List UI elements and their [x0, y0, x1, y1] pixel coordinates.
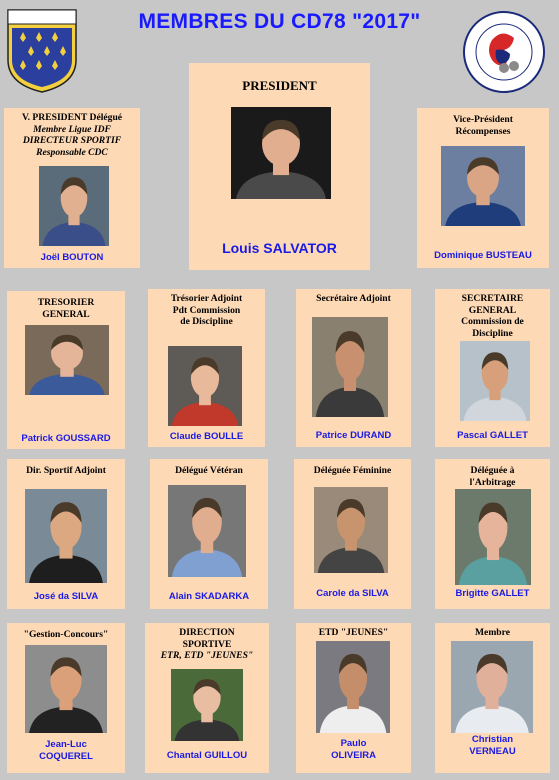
member-name-line: Joël BOUTON: [40, 252, 104, 263]
role-title: [296, 293, 411, 305]
role-title: [7, 297, 125, 320]
role-line: "Gestion-Concours": [23, 629, 109, 640]
portrait-photo: [25, 645, 107, 733]
member-name-line: Brigitte GALLET: [455, 588, 530, 599]
member-name: [417, 250, 549, 262]
ffpjp-federation-logo: [462, 10, 546, 94]
portrait-photo: [460, 341, 530, 421]
role-line: de Discipline: [180, 316, 233, 327]
member-name-line: Patrick GOUSSARD: [21, 433, 111, 444]
portrait-photo: [168, 346, 242, 426]
role-title: [7, 465, 125, 477]
portrait-photo: [168, 485, 246, 577]
member-name: [296, 430, 411, 442]
member-card: [7, 291, 125, 449]
member-name-line: José da SILVA: [33, 591, 99, 602]
member-name-line: Chantal GUILLOU: [166, 750, 248, 761]
role-title: [294, 465, 411, 477]
member-name: [294, 588, 411, 600]
member-card: [296, 289, 411, 447]
role-line: GENERAL: [42, 308, 90, 320]
role-title: [7, 629, 125, 641]
member-card: [435, 459, 550, 609]
member-name-line: Christian: [471, 734, 514, 745]
role-title: [150, 465, 268, 477]
role-line: Responsable CDC: [36, 146, 108, 158]
role-title: [145, 627, 269, 662]
member-name: [435, 430, 550, 442]
member-card: [417, 108, 549, 268]
role-line: Déléguée à: [470, 465, 515, 476]
role-title: [296, 627, 411, 639]
role-line: GENERAL: [468, 304, 517, 316]
role-line: Secrétaire Adjoint: [316, 293, 391, 304]
member-name-line: Claude BOULLE: [169, 431, 244, 442]
member-name-line: VERNEAU: [469, 745, 516, 757]
member-name: [7, 433, 125, 445]
member-name-line: Carole da SILVA: [316, 588, 389, 599]
role-line: Délégué Vétéran: [175, 465, 243, 476]
president-card: [189, 63, 370, 270]
portrait-photo: [25, 325, 109, 395]
role-title: PRESIDENT: [242, 78, 317, 93]
role-line: Vice-Président: [453, 114, 513, 125]
portrait-photo: [451, 641, 533, 733]
ffpjp-yvelines-logo: [6, 8, 78, 94]
role-title: [417, 114, 549, 137]
member-card: [7, 459, 125, 609]
role-line: Déléguée Féminine: [313, 465, 392, 476]
member-name-line: OLIVEIRA: [331, 749, 376, 761]
portrait-photo: [455, 489, 531, 585]
member-name: Louis SALVATOR: [222, 240, 337, 256]
portrait-photo: [312, 317, 388, 417]
member-name-line: Alain SKADARKA: [168, 591, 250, 602]
portrait-photo: [231, 107, 331, 199]
role-line: SPORTIVE: [182, 638, 232, 650]
role-line: Dir. Sportif Adjoint: [26, 465, 106, 476]
role-line: Commission de: [461, 316, 524, 327]
member-name-line: Dominique BUSTEAU: [434, 250, 532, 261]
member-name-line: Patrice DURAND: [315, 430, 392, 441]
role-line: Membre: [475, 627, 510, 638]
member-card: [7, 623, 125, 773]
role-line: SECRETAIRE: [461, 293, 524, 304]
role-title: [435, 627, 550, 639]
role-title: [435, 465, 550, 488]
portrait-photo: [314, 487, 388, 573]
role-title: [148, 293, 265, 328]
role-line: ETR, ETD "JEUNES": [160, 650, 254, 661]
member-card: [4, 108, 140, 268]
role-line: Membre Ligue IDF: [33, 123, 111, 135]
portrait-photo: [316, 641, 390, 733]
member-card: [148, 289, 265, 447]
portrait-photo: [39, 166, 109, 246]
member-card: [435, 289, 550, 447]
member-name: [7, 591, 125, 603]
role-line: Trésorier Adjoint: [170, 293, 243, 304]
member-card: [435, 623, 550, 773]
page-title: MEMBRES DU CD78 "2017": [138, 10, 421, 33]
role-line: Pdt Commission: [172, 304, 241, 316]
role-line: V. PRESIDENT Délégué: [21, 112, 123, 123]
member-card: [150, 459, 268, 609]
role-line: l'Arbitrage: [469, 476, 516, 488]
member-name: [435, 588, 550, 600]
role-line: ETD "JEUNES": [318, 627, 389, 638]
member-name-line: COQUEREL: [39, 750, 93, 762]
role-line: Récompenses: [455, 125, 511, 137]
member-name: [435, 734, 550, 757]
role-line: Discipline: [472, 327, 513, 339]
member-name: [296, 738, 411, 761]
portrait-photo: [171, 669, 243, 741]
member-name: [7, 739, 125, 762]
role-title: [4, 112, 140, 158]
member-name: [150, 591, 268, 603]
portrait-photo: [25, 489, 107, 583]
member-card: [296, 623, 411, 773]
member-name-line: Jean-Luc: [45, 739, 87, 750]
member-card: [145, 623, 269, 773]
member-name-line: Pascal GALLET: [457, 430, 528, 441]
role-line: DIRECTION: [179, 627, 235, 638]
role-title: [435, 293, 550, 339]
member-card: [294, 459, 411, 609]
member-name: [148, 431, 265, 443]
member-name: [4, 252, 140, 264]
member-name: [145, 750, 269, 762]
role-line: DIRECTEUR SPORTIF: [22, 135, 122, 146]
role-line: TRESORIER: [37, 297, 95, 308]
member-name-line: Paulo: [340, 738, 367, 749]
portrait-photo: [441, 146, 525, 226]
